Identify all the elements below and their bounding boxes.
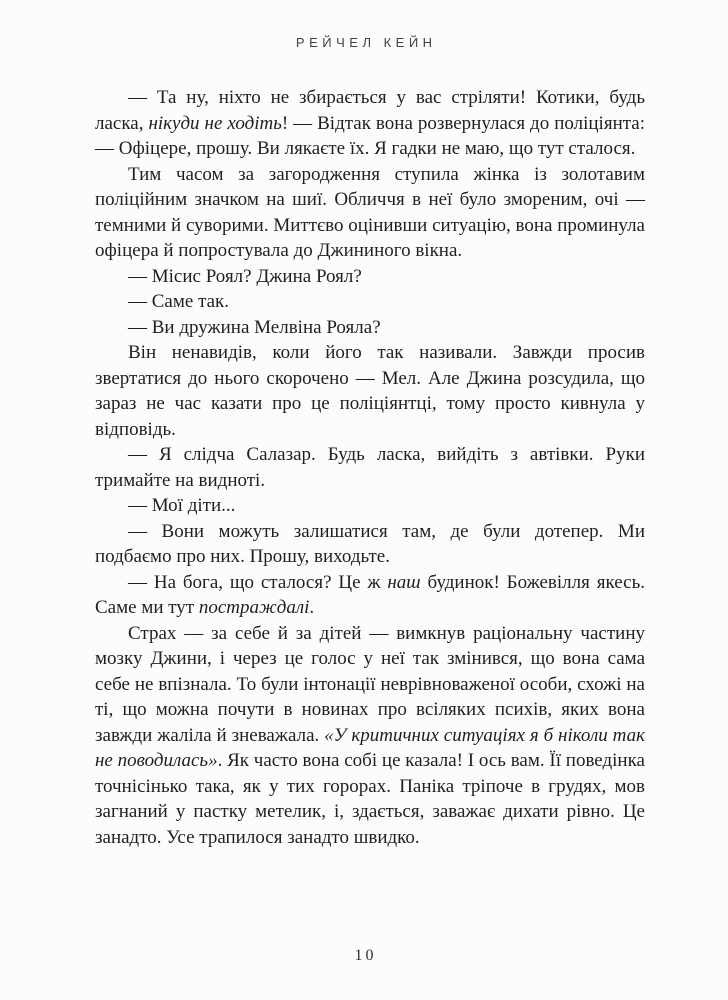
paragraph: — На бога, що сталося? Це ж наш будинок! Божевілля якесь. Саме ми тут постраждалі.: [95, 571, 645, 618]
paragraph: — Вони можуть залишатися там, де були дотепер. Ми подбаємо про них. Прошу, виходьте.: [95, 520, 645, 567]
paragraph: Тим часом за загородження ступила жінка із золотавим поліційним значком на шиї. Обличчя в неї було змореним, очі — темними й суворими. Миттєво оцінивши ситуацію, вона проминула офіцера й попростувала до Джининого вікна.: [95, 163, 645, 261]
paragraph: — Ви дружина Мелвіна Рояла?: [128, 316, 381, 338]
paragraph: — Та ну, ніхто не збирається у вас стріляти! Котики, будь ласка, нікуди не ходіть! — Відтак вона розвернулася до поліціянта: — Офіцере, прошу. Ви лякаєте їх. Я гадки не маю, що тут сталося.: [95, 87, 645, 159]
paragraph: — Мої діти...: [128, 495, 236, 516]
page-number: 10: [354, 947, 377, 964]
paragraph: Він ненавидів, коли його так називали. Завжди просив звертатися до нього скорочено — Мел. Але Джина розсудила, що зараз не час казати про це поліціянтці, тому просто кивнула у відповідь.: [95, 342, 645, 440]
paragraph: Страх — за себе й за дітей — вимкнув раціональну частину мозку Джини, і через це голос у неї так змінився, що вона сама себе не впізнала. То були інтонації неврівноваженої особи, схожі на ті, що можна почути в новинах про всіляких психів, яких вона завжди жаліла й зневажала. «У критичних ситуаціях я б ніколи так не поводилась». Як часто вона собі це казала! І ось вам. Її поведінка точнісінько така, як у тих горорах. Паніка тріпоче в грудях, мов загнаний у пастку метелик, і, здається, заважає дихати рівно. Це занадто. Усе трапилося занадто швидко.: [95, 622, 645, 848]
paragraph: — Я слідча Салазар. Будь ласка, вийдіть з автівки. Руки тримайте на видноті.: [95, 444, 645, 491]
running-header: РЕЙЧЕЛ КЕЙН: [295, 35, 437, 50]
paragraph: — Саме так.: [128, 291, 230, 312]
paragraph: — Місис Роял? Джина Роял?: [128, 265, 362, 287]
body-text: [95, 85, 645, 850]
